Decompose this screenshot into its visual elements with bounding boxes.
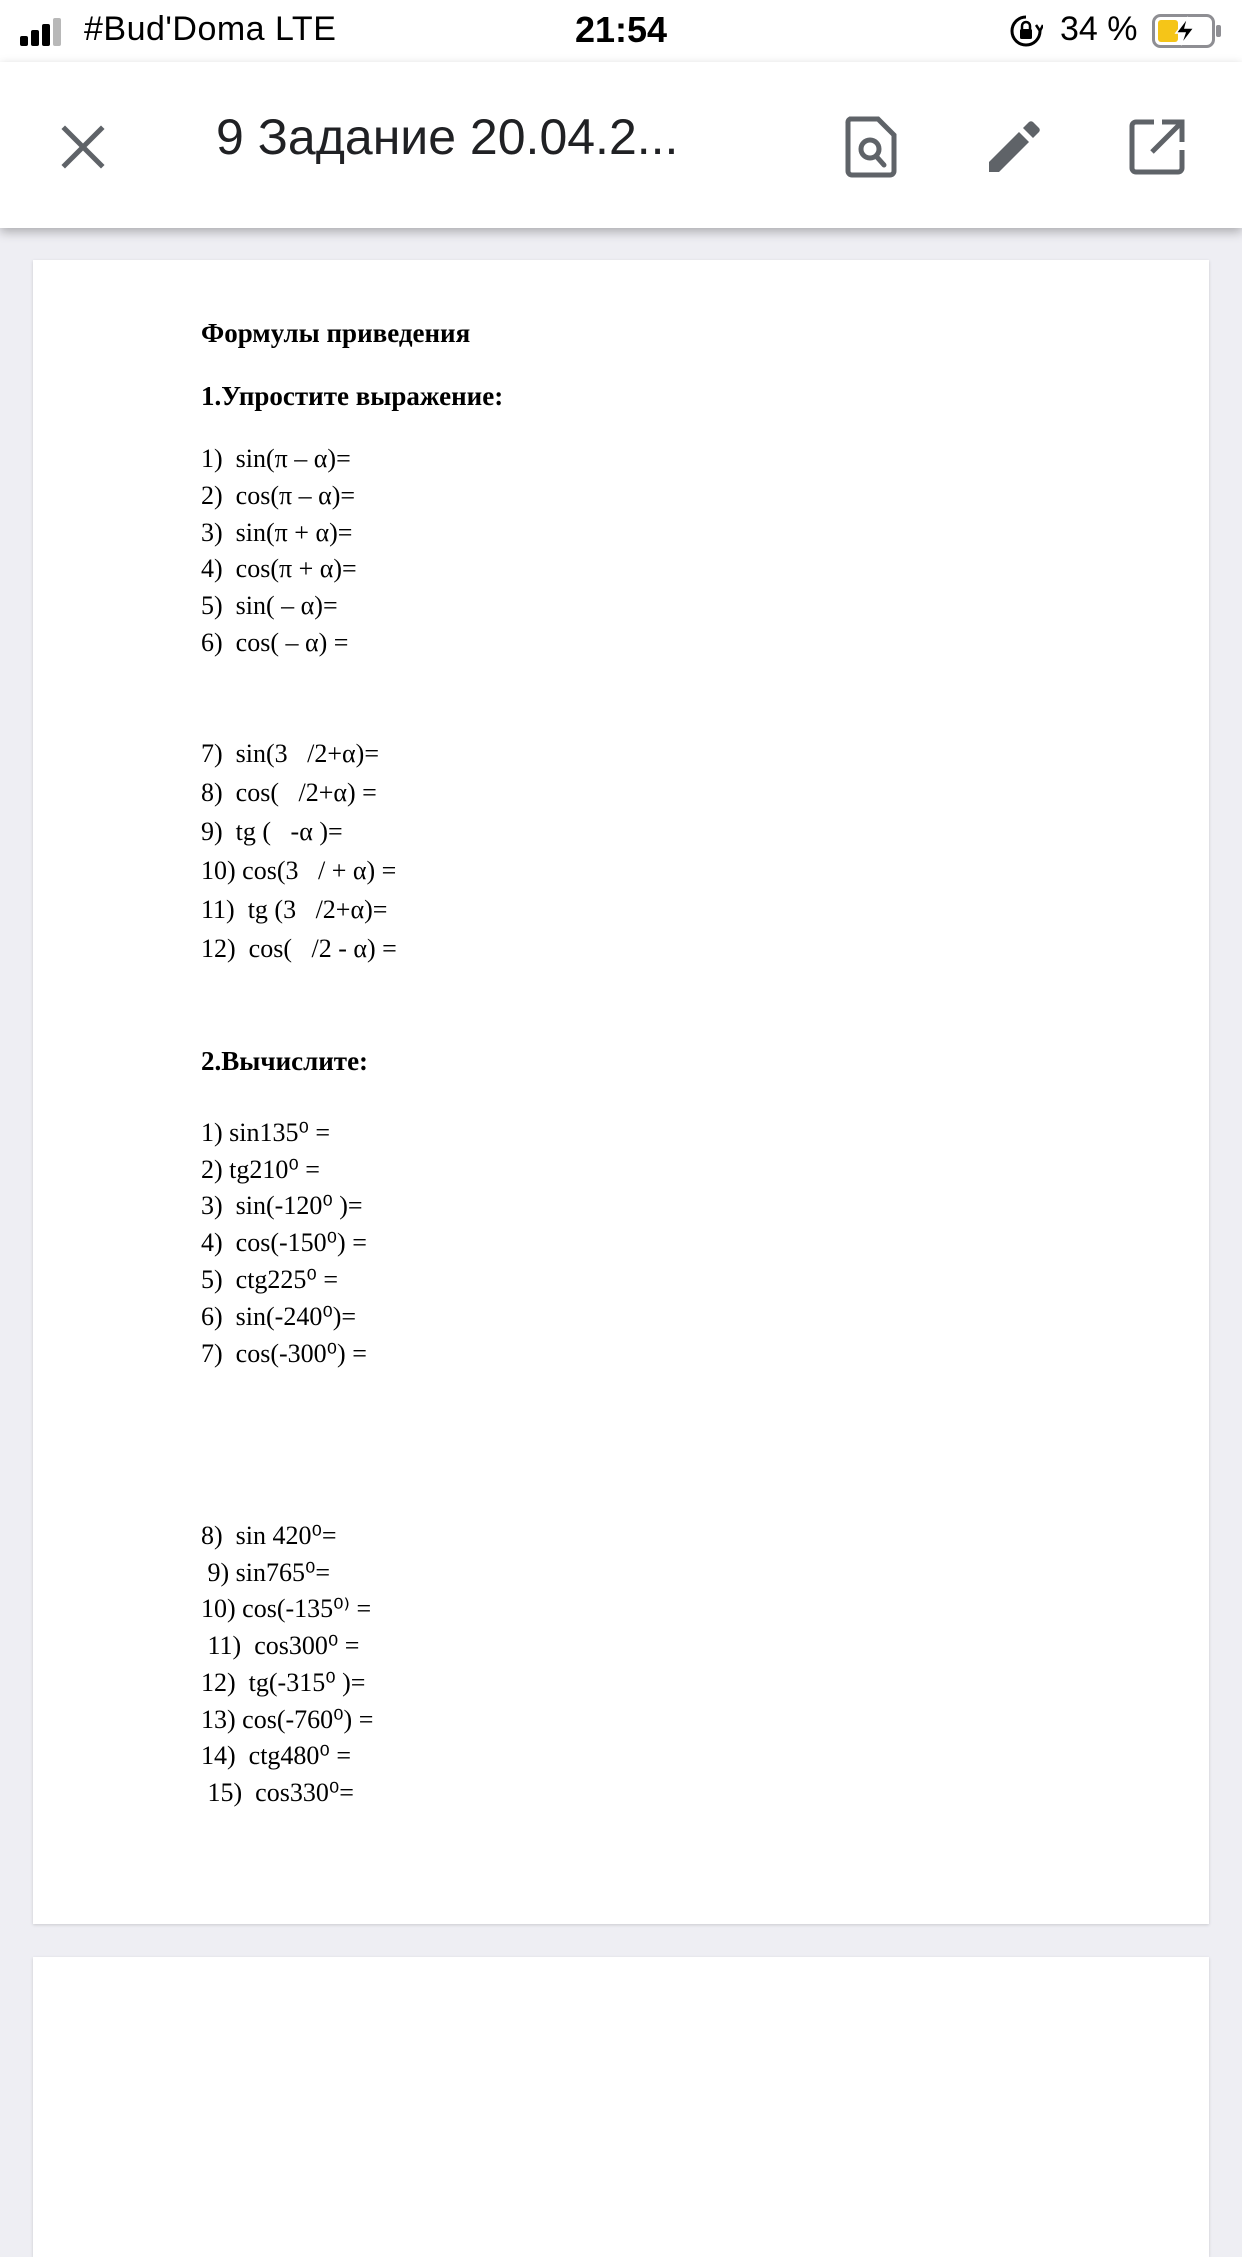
exercise-line: 11) cos300⁰ = <box>201 1631 360 1660</box>
status-bar <box>0 0 1242 62</box>
open-external-icon <box>1128 118 1186 176</box>
status-time: 21:54 <box>574 9 668 50</box>
document-title-text: Формулы приведения <box>201 318 471 348</box>
exercise-line: 7) cos(-300⁰) = <box>201 1339 367 1368</box>
exercise-line: 11) tg (3 /2+α)= <box>201 895 388 924</box>
edit-button[interactable] <box>979 112 1049 182</box>
carrier-label: #Bud'Doma LTE <box>84 10 337 48</box>
exercise-line: 4) cos(π + α)= <box>201 554 357 583</box>
section-2-heading: 2.Вычислите: <box>201 1046 369 1076</box>
exercise-line: 12) cos( /2 - α) = <box>201 934 397 963</box>
orientation-lock-icon <box>1009 14 1043 48</box>
battery-charging-icon <box>1152 14 1222 48</box>
close-icon <box>59 123 107 171</box>
exercise-line: 6) cos( – α) = <box>201 628 349 657</box>
exercise-line: 6) sin(-240⁰)= <box>201 1302 357 1331</box>
open-in-app-button[interactable] <box>1122 112 1192 182</box>
exercise-line: 7) sin(3 /2+α)= <box>201 739 379 768</box>
exercise-line: 1) sin135⁰ = <box>201 1118 331 1147</box>
app-header <box>0 62 1242 228</box>
exercise-line: 5) sin( – α)= <box>201 591 338 620</box>
exercise-line: 3) sin(π + α)= <box>201 518 353 547</box>
pencil-icon <box>985 118 1043 176</box>
exercise-line: 8) sin 420⁰= <box>201 1521 337 1550</box>
exercise-line: 12) tg(-315⁰ )= <box>201 1668 366 1697</box>
exercise-line: 2) cos(π – α)= <box>201 481 356 510</box>
exercise-line: 10) cos(-135⁰⁾ = <box>201 1594 372 1623</box>
close-button[interactable] <box>48 112 118 182</box>
exercise-line: 3) sin(-120⁰ )= <box>201 1191 363 1220</box>
exercise-line: 13) cos(-760⁰) = <box>201 1705 374 1734</box>
document-page-2[interactable] <box>33 1957 1209 2257</box>
document-page-1[interactable] <box>33 260 1209 1924</box>
section-1-heading: 1.Упростите выражение: <box>201 381 504 411</box>
exercise-line: 9) sin765⁰= <box>201 1558 331 1587</box>
exercise-line: 5) ctg225⁰ = <box>201 1265 339 1294</box>
exercise-line: 15) cos330⁰= <box>201 1778 354 1807</box>
battery-percent: 34 % <box>1060 10 1138 48</box>
exercise-line: 8) cos( /2+α) = <box>201 778 377 807</box>
exercise-line: 4) cos(-150⁰) = <box>201 1228 367 1257</box>
document-search-icon <box>844 116 898 178</box>
document-title: 9 Задание 20.04.2... <box>216 109 679 165</box>
exercise-line: 14) ctg480⁰ = <box>201 1741 352 1770</box>
exercise-line: 2) tg210⁰ = <box>201 1155 320 1184</box>
find-in-document-button[interactable] <box>836 112 906 182</box>
exercise-line: 10) cos(3 / + α) = <box>201 856 397 885</box>
exercise-line: 9) tg ( -α )= <box>201 817 343 846</box>
exercise-line: 1) sin(π – α)= <box>201 444 351 473</box>
